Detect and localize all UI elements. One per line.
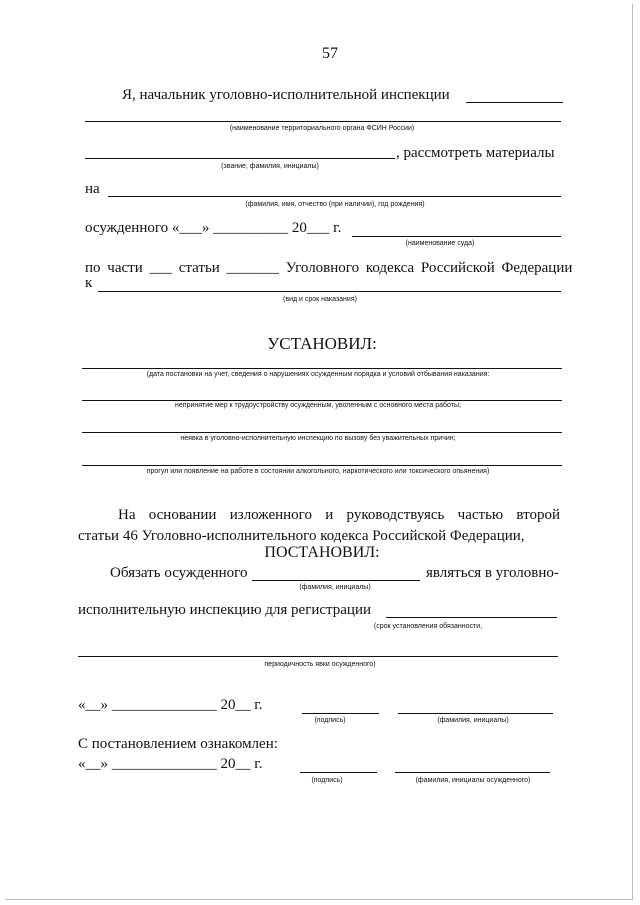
caption-term: (срок установления обязанности, [373, 623, 483, 630]
caption-rank: (звание, фамилия, инициалы) [221, 163, 319, 170]
caption-punishment: (вид и срок наказания) [283, 296, 357, 303]
rank-field[interactable] [85, 158, 395, 159]
caption-established-2: непринятие мер к трудоустройству осужденным, уволенным с основного места работы; [172, 402, 464, 409]
caption-signature: (подпись) [314, 717, 346, 724]
register-text: исполнительную инспекцию для регистрации [78, 602, 372, 618]
caption-court: (наименование суда) [405, 240, 475, 247]
caption-convict-name: (фамилия, инициалы) [299, 584, 371, 591]
on-text: на [85, 181, 100, 197]
consider-text: , рассмотреть материалы [396, 145, 555, 161]
established-field-4[interactable] [82, 465, 562, 466]
fio-field[interactable] [108, 196, 561, 197]
convict-signature-field[interactable] [300, 772, 377, 773]
caption-organ: (наименование территориального органа ФСИН России) [229, 125, 415, 132]
acquainted-date: «__» ______________ 20__ г. [78, 756, 263, 772]
sign-date: «__» ______________ 20__ г. [78, 697, 263, 713]
established-title: УСТАНОВИЛ: [267, 334, 377, 353]
appear-text: являться в уголовно- [426, 565, 559, 581]
intro-text: Я, начальник уголовно-исполнительной инспекции [122, 87, 450, 103]
caption-period: периодичность явки осужденного) [264, 661, 376, 668]
convict-name-field[interactable] [252, 580, 420, 581]
acquainted-text: С постановлением ознакомлен: [78, 736, 278, 752]
signer-name-field[interactable] [398, 713, 553, 714]
page-number: 57 [322, 45, 338, 62]
established-field-3[interactable] [82, 432, 562, 433]
caption-established-3: неявка в уголовно-исполнительную инспекцию по вызову без уважительных причин; [177, 435, 458, 442]
caption-established-1: (дата постановки на учет, сведения о нарушениях осужденным порядка и условий отбывания наказания: [144, 371, 493, 378]
signature-field[interactable] [302, 713, 379, 714]
part-article-text: по части ___ статьи _______ Уголовного кодекса Российской Федерации [85, 260, 573, 276]
term-field[interactable] [386, 617, 557, 618]
court-field[interactable] [352, 236, 561, 237]
caption-established-4: прогул или появление на работе в состоянии алкогольного, наркотического или токсического опьянения) [144, 468, 493, 475]
caption-signer-name: (фамилия, инициалы) [437, 717, 509, 724]
oblige-text: Обязать осужденного [110, 565, 248, 581]
organ-field[interactable] [85, 121, 561, 122]
caption-fio: (фамилия, имя, отчество (при наличии), год рождения) [245, 201, 425, 208]
caption-convict-name-sign: (фамилия, инициалы осужденного) [415, 777, 531, 784]
decided-title: ПОСТАНОВИЛ: [264, 544, 380, 561]
basis-paragraph-line1: На основании изложенного и руководствуясь частью второй [118, 507, 560, 523]
basis-paragraph-line2: статьи 46 Уголовно-исполнительного кодекса Российской Федерации, [78, 528, 525, 544]
convict-name-sign-field[interactable] [395, 772, 550, 773]
to-text: к [85, 275, 93, 291]
established-field-2[interactable] [82, 400, 562, 401]
inspection-field[interactable] [466, 102, 563, 103]
period-field[interactable] [78, 656, 558, 657]
punishment-field[interactable] [98, 291, 561, 292]
established-field-1[interactable] [82, 368, 562, 369]
convicted-text: осужденного «___» __________ 20___ г. [85, 220, 342, 236]
caption-convict-signature: (подпись) [311, 777, 343, 784]
